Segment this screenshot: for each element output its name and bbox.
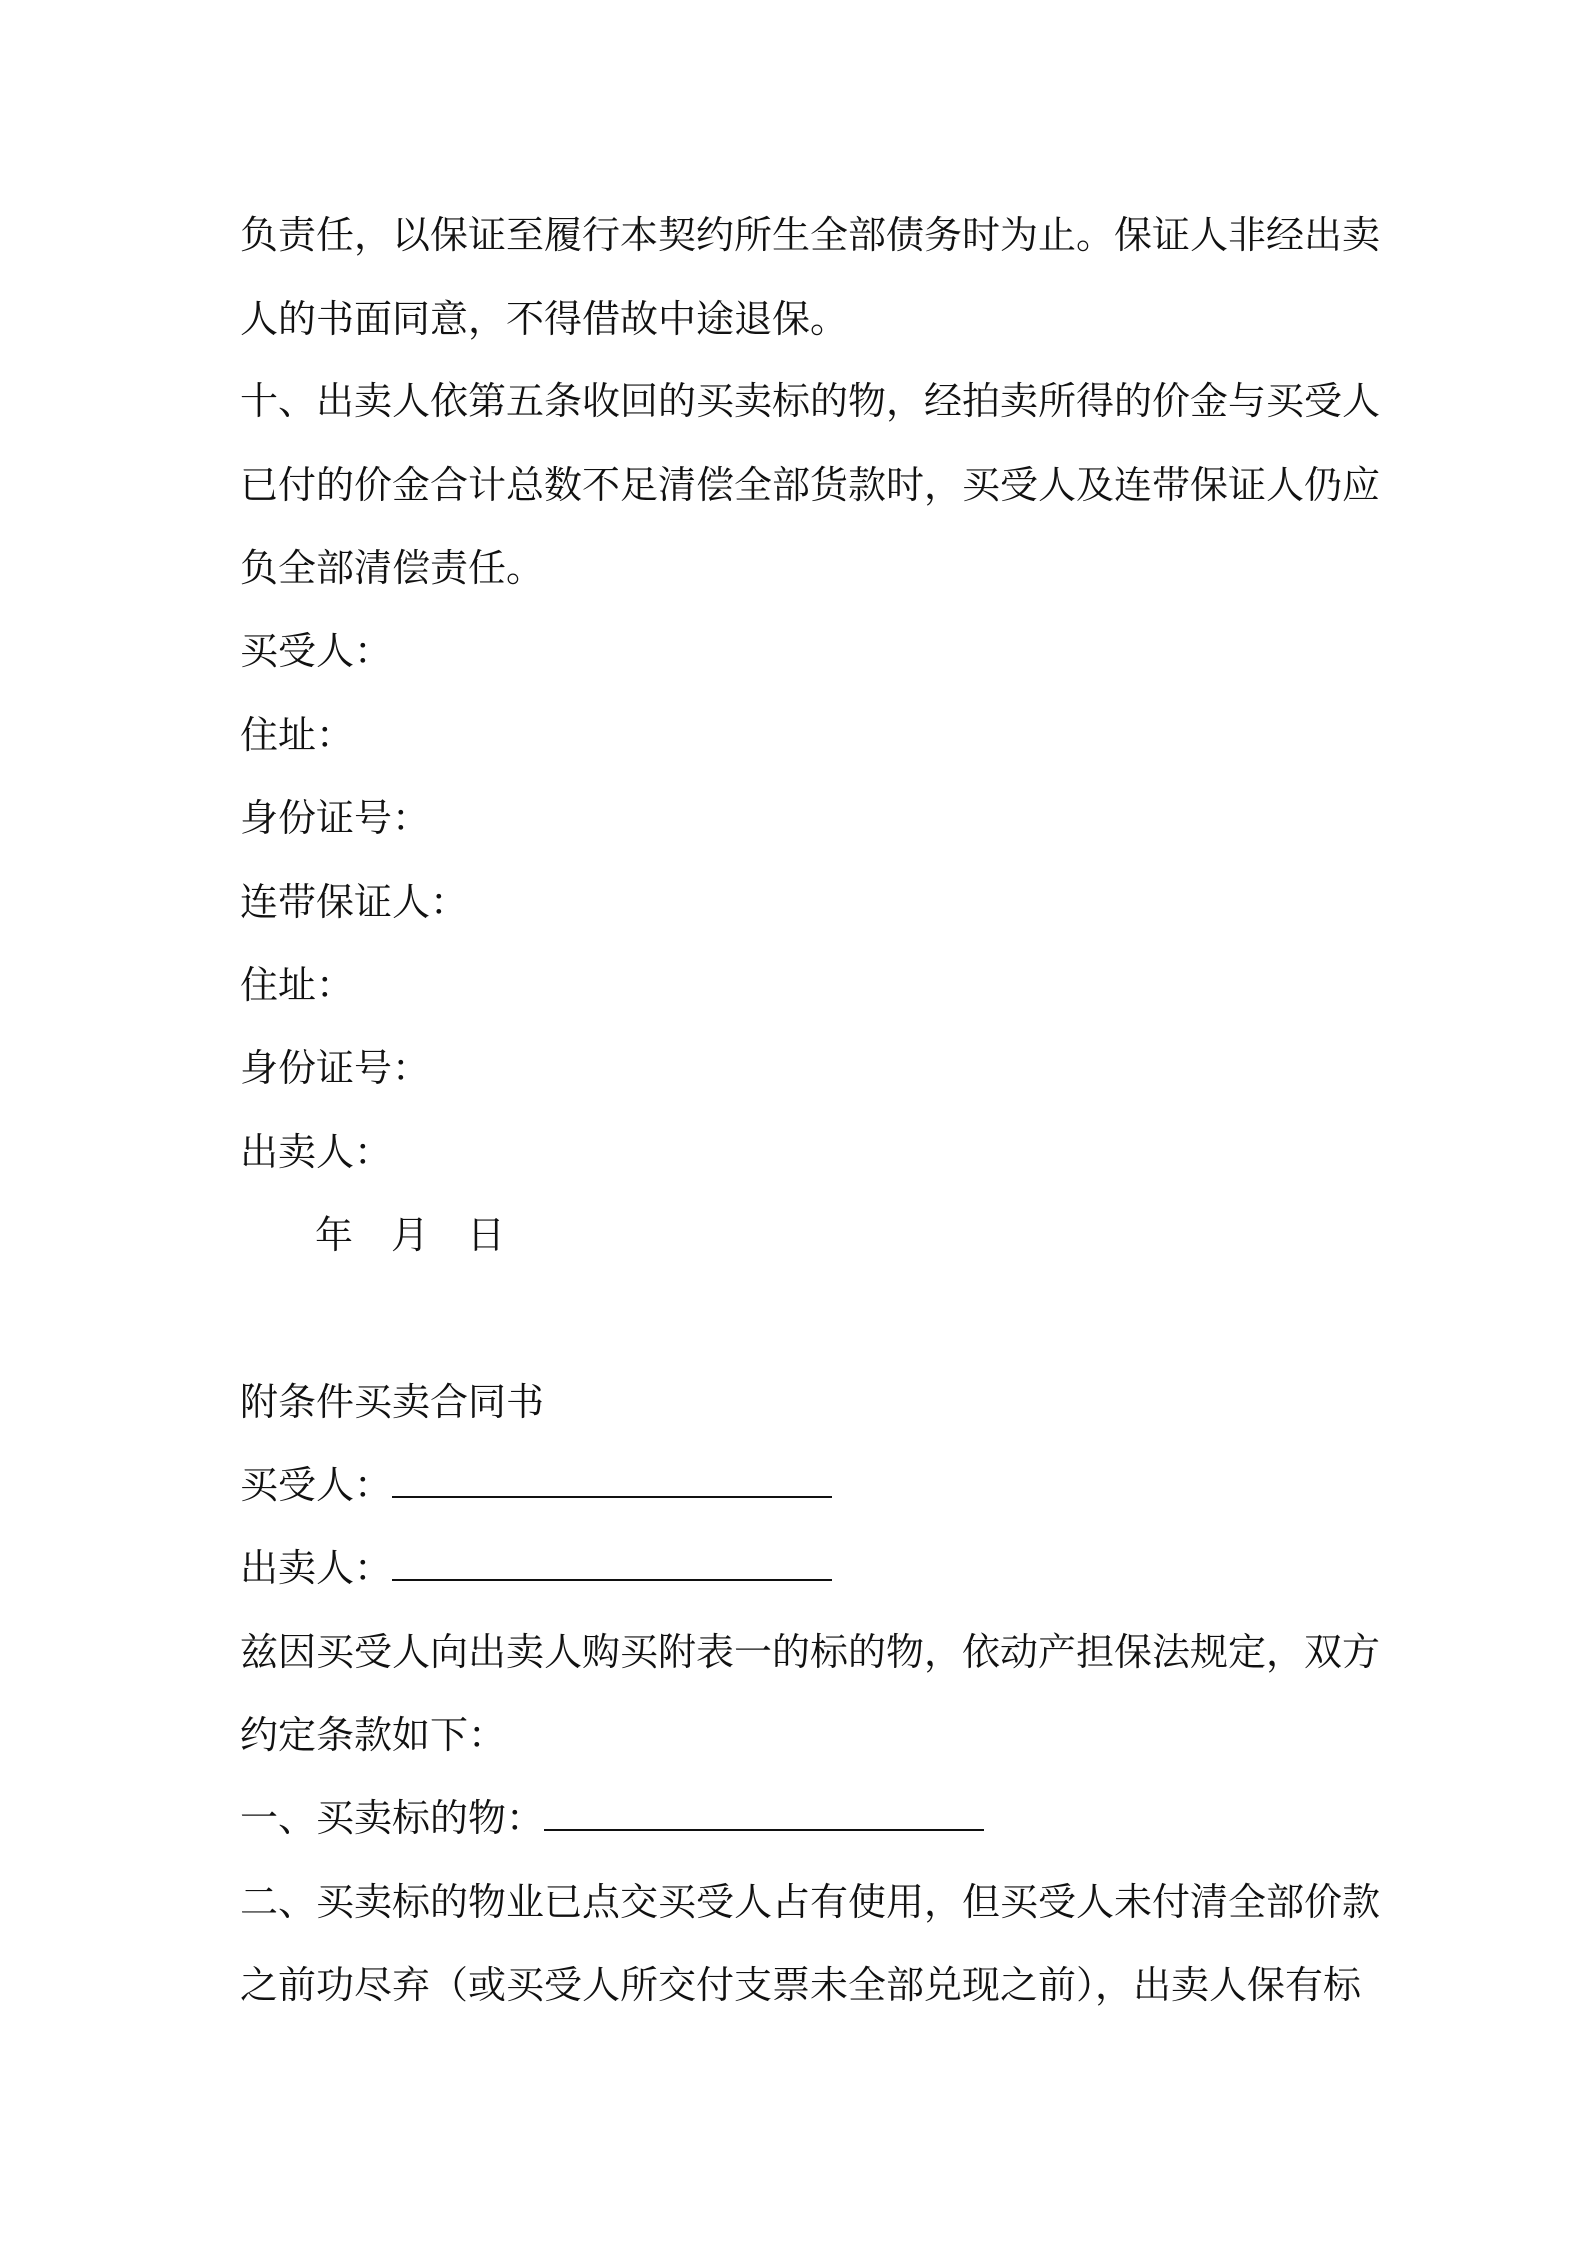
contract-buyer-label: 买受人： [240, 1463, 393, 1507]
clause-ten-line: 已付的价金合计总数不足清偿全部货款时，买受人及连带保证人仍应 [240, 463, 1381, 507]
contract-buyer-row [240, 1460, 832, 1510]
buyer-id-label: 身份证号： [240, 796, 431, 840]
seller-blank-line [392, 1549, 832, 1581]
paragraph-line: 负责任，以保证至履行本契约所生全部债务时为止。保证人非经出卖 [240, 213, 1381, 257]
buyer-label: 买受人： [240, 629, 393, 673]
contract-seller-row [240, 1543, 832, 1593]
clause-ten-line: 负全部清偿责任。 [240, 546, 545, 590]
clause-ten-line: 十、出卖人依第五条收回的买卖标的物，经拍卖所得的价金与买受人 [240, 379, 1381, 423]
item-two-line: 之前功尽弃（或买受人所交付支票未全部兑现之前），出卖人保有标 [240, 1963, 1362, 2007]
buyer-address-label: 住址： [240, 713, 355, 757]
contract-seller-label: 出卖人： [240, 1546, 393, 1590]
seller-label: 出卖人： [240, 1130, 393, 1174]
item-one-blank-line [544, 1799, 984, 1831]
guarantor-id-label: 身份证号： [240, 1046, 431, 1090]
intro-line: 兹因买受人向出卖人购买附表一的标的物，依动产担保法规定，双方 [240, 1630, 1381, 1674]
item-one-label: 一、买卖标的物： [240, 1796, 545, 1840]
item-two-line: 二、买卖标的物业已点交买受人占有使用，但买受人未付清全部价款 [240, 1880, 1381, 1924]
item-one-row [240, 1793, 984, 1843]
paragraph-line: 人的书面同意，不得借故中途退保。 [240, 297, 849, 341]
guarantor-label: 连带保证人： [240, 880, 469, 924]
guarantor-address-label: 住址： [240, 963, 355, 1007]
contract-title: 附条件买卖合同书 [240, 1380, 545, 1424]
date-line: 年 月 日 [315, 1213, 506, 1257]
buyer-blank-line [392, 1466, 832, 1498]
intro-line: 约定条款如下： [240, 1713, 507, 1757]
